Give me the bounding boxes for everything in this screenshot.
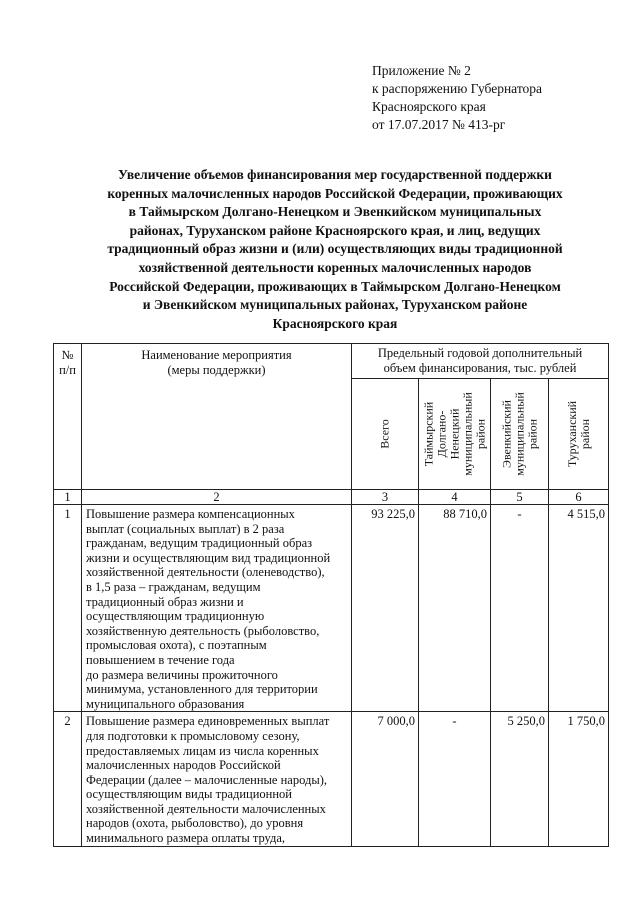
description-line: минимума, установленного для территории: [86, 682, 318, 697]
description-line: осуществляющим виды традиционной: [86, 787, 292, 802]
column-number: 4: [419, 490, 491, 505]
title-line: и Эвенкийском муниципальных районах, Туруханском районе: [142, 297, 528, 313]
funding-table: [53, 343, 609, 847]
description-line: жизни и осуществляющим вид традиционной: [86, 550, 331, 565]
description-line: Федерации (далее – малочисленные народы),: [86, 772, 328, 787]
row-description: [82, 505, 352, 712]
description-line: выплат (социальных выплат) в 2 раза: [86, 521, 285, 536]
title-line: коренных малочисленных народов Российской Федерации, проживающих: [107, 185, 563, 201]
value-turukhansk: 1 750,0: [549, 712, 609, 846]
header-col-evenk-label: Эвенкийский муниципальный район: [499, 392, 539, 476]
header-col-total-label: Всего: [377, 419, 392, 449]
column-number: 1: [54, 490, 82, 505]
header-name: [82, 344, 352, 490]
appendix-line: Красноярского края: [372, 99, 486, 114]
header-col-taimyr: [419, 379, 491, 490]
description-line: хозяйственной деятельности малочисленных: [86, 801, 326, 816]
header-col-total: [352, 379, 419, 490]
header-col-turukhansk: [549, 379, 609, 490]
column-number-row: [54, 490, 609, 505]
title-line: Российской Федерации, проживающих в Таймырском Долгано-Ненецком: [109, 278, 561, 294]
value-turukhansk: 4 515,0: [549, 505, 609, 712]
description-line: хозяйственной деятельности (оленеводство),: [86, 565, 325, 580]
description-line: повышением в течение года: [86, 652, 235, 667]
title-line: Увеличение объемов финансирования мер государственной поддержки: [118, 167, 552, 182]
title-line: хозяйственной деятельности коренных малочисленных народов: [138, 259, 532, 275]
header-col-turukhansk-label: Туруханский район: [564, 400, 592, 468]
description-line: предоставляемых лицам из числа коренных: [86, 743, 319, 758]
description-line: Повышение размера единовременных выплат: [86, 714, 330, 729]
document-title: [60, 166, 610, 333]
header-col-evenk: [491, 379, 549, 490]
value-total: 93 225,0: [352, 505, 419, 712]
appendix-block: [372, 62, 632, 134]
value-taimyr: 88 710,0: [419, 505, 491, 712]
value-taimyr: -: [419, 712, 491, 846]
value-evenk: 5 250,0: [491, 712, 549, 846]
column-number: 3: [352, 490, 419, 505]
header-num: [54, 344, 82, 490]
title-line: в Таймырском Долгано-Ненецком и Эвенкийском муниципальных: [128, 204, 542, 220]
row-number: 1: [54, 505, 82, 712]
header-num-label: № п/п: [59, 348, 76, 377]
description-line: хозяйственную деятельность (рыболовство,: [86, 623, 320, 638]
description-line: минимального размера оплаты труда,: [86, 831, 286, 846]
description-line: осуществляющим традиционную: [86, 609, 265, 624]
description-line: гражданам, ведущим традиционный образ: [86, 536, 313, 551]
appendix-line: от 17.07.2017 № 413-рг: [372, 117, 506, 132]
description-line: в 1,5 раза – гражданам, ведущим: [86, 579, 261, 594]
column-number: 2: [82, 490, 352, 505]
column-number: 5: [491, 490, 549, 505]
header-group-label: Предельный годовой дополнительный объем финансирования, тыс. рублей: [377, 346, 583, 375]
title-line: традиционный образ жизни и (или) осуществляющих виды традиционной: [107, 241, 563, 257]
table-row: [54, 712, 609, 846]
header-col-taimyr-label: Таймырский Долгано- Ненецкий муниципальный район: [421, 392, 487, 476]
column-number: 6: [549, 490, 609, 505]
description-line: малочисленных народов Российской: [86, 758, 281, 773]
description-line: традиционный образ жизни и: [86, 594, 244, 609]
value-evenk: -: [491, 505, 549, 712]
description-line: Повышение размера компенсационных: [86, 507, 295, 521]
title-line: районах, Туруханском районе Красноярского края, и лиц, ведущих: [129, 222, 541, 238]
appendix-line: Приложение № 2: [372, 63, 471, 78]
description-line: муниципального образования: [86, 696, 245, 711]
description-line: до размера величины прожиточного: [86, 667, 278, 682]
description-line: для подготовки к промысловому сезону,: [86, 728, 300, 743]
header-group: [352, 344, 609, 379]
row-description: [82, 712, 352, 846]
value-total: 7 000,0: [352, 712, 419, 846]
appendix-line: к распоряжению Губернатора: [372, 81, 543, 96]
header-name-label: Наименование мероприятия (меры поддержки): [141, 348, 292, 377]
title-line: Красноярского края: [272, 315, 398, 331]
table-row: [54, 505, 609, 712]
row-number: 2: [54, 712, 82, 846]
description-line: народов (охота, рыболовство), до уровня: [86, 816, 304, 831]
description-line: промысловая охота), с поэтапным: [86, 638, 267, 653]
